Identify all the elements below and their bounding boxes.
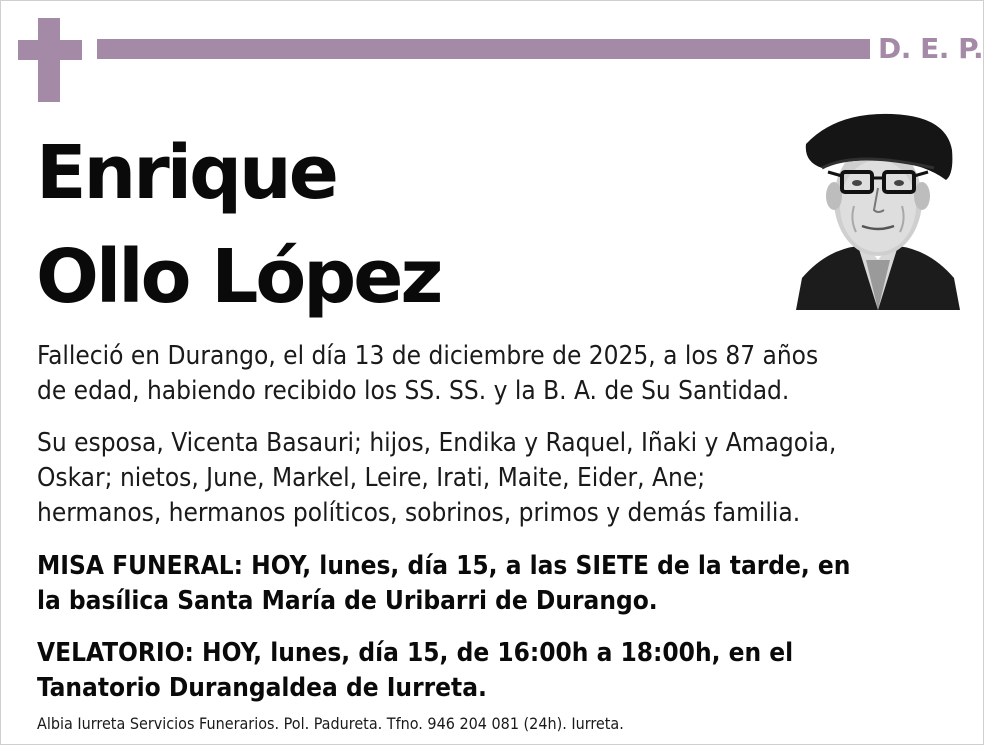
funeral-mass-line: la basílica Santa María de Uribarri de Durango.	[37, 586, 658, 616]
dep-label: D. E. P.	[878, 32, 984, 65]
deceased-first-name: Enrique	[36, 130, 336, 216]
wake-line: VELATORIO: HOY, lunes, día 15, de 16:00h a 18:00h, en el	[37, 638, 794, 668]
header-rule	[97, 39, 870, 59]
family-line: Su esposa, Vicenta Basauri; hijos, Endika y Raquel, Iñaki y Amagoia,	[37, 428, 837, 458]
family-line: hermanos, hermanos políticos, sobrinos, primos y demás familia.	[37, 498, 801, 528]
funeral-mass-line: MISA FUNERAL: HOY, lunes, día 15, a las SIETE de la tarde, en	[37, 551, 851, 581]
funeral-home-footer: Albia Iurreta Servicios Funerarios. Pol. Padureta. Tfno. 946 204 081 (24h). Iurreta.	[37, 714, 624, 733]
funeral-mass-paragraph	[37, 549, 957, 619]
death-notice-line: de edad, habiendo recibido los SS. SS. y la B. A. de Su Santidad.	[37, 376, 790, 406]
cross-icon	[18, 18, 82, 102]
deceased-portrait	[796, 110, 960, 310]
family-paragraph	[37, 426, 957, 531]
death-notice-paragraph	[37, 339, 957, 409]
wake-paragraph	[37, 636, 957, 706]
wake-line: Tanatorio Durangaldea de Iurreta.	[37, 673, 487, 703]
portrait-image	[796, 110, 960, 310]
cross-horizontal-bar	[18, 40, 82, 60]
deceased-surnames: Ollo López	[36, 234, 441, 320]
family-line: Oskar; nietos, June, Markel, Leire, Irati, Maite, Eider, Ane;	[37, 463, 706, 493]
death-notice-line: Falleció en Durango, el día 13 de diciembre de 2025, a los 87 años	[37, 341, 819, 371]
cross-vertical-bar	[38, 18, 60, 102]
